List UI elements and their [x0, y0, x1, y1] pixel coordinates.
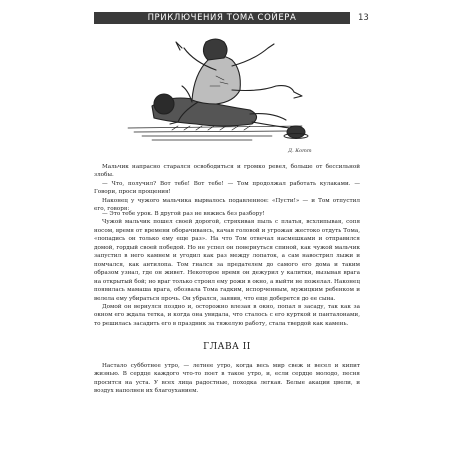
text-block-c [94, 362, 360, 396]
paragraph: Мальчик напрасно старался освободиться и громко ревел, больше от бессильной злобы. [94, 164, 360, 179]
text-block-a [94, 163, 360, 214]
chapter-title: ГЛАВА II [203, 342, 251, 352]
page-number: 13 [358, 13, 369, 23]
paragraph: — Что, получил? Вот тебе! Вот тебе! — Том продолжал работать кулаками. — Говори, проси прощения! [94, 180, 360, 196]
running-title: ПРИКЛЮЧЕНИЯ ТОМА СОЙЕРА [94, 12, 350, 24]
paragraph: Чужой мальчик пошел своей дорогой, стряхивая пыль с платья, всхлипывая, сопя носом, время от времени оборачиваясь, качая головой и угрожая жестоко отдуть Тома, «попадись он только ему еще раз». На что Том отвечал насмешками и отправился домой, гордый своей победой. Но не успел он повернуться спиной, как чужой мальчик запустил в него камнем и угодил как раз между лопаток, а сам навострил лыжи и помчался, как антилопа. Том гнался за предателем до самого его дома и таким образом узнал, где он живет. Некоторое время он дежурил у калитки, вызывая врага на открытый бой; но враг только строил ему рожи в окно, а выйти не пожелал. Наконец появилась мамаша врага, обозвала Тома гадким, испорченным, мужицким ребенком и велела ему убираться прочь. Он убрался, заявив, что еще доберется до ее сына. [94, 219, 360, 302]
fight-illustration [112, 30, 320, 156]
paragraph: Наконец у чужого мальчика вырвалось подавленное: «Пусти!» — и Том отпустил его, говоря: [94, 197, 360, 213]
paragraph: Домой он вернулся поздно и, осторожно влезая в окно, попал в засаду, так как за окном его ждала тетка, и когда она увидала, что сталось с его курткой и панталонами, то решилась засадить его в праздник за тяжелую работу, стала твердой как камень. [94, 303, 360, 327]
ground-shading [128, 126, 302, 140]
text-block-b [94, 210, 360, 328]
paragraph: — Это тебе урок. В другой раз не вяжись без разбору! [102, 211, 265, 217]
paragraph: Настало субботнее утро, — летнее утро, когда весь мир свеж и весел и кипит жизнью. В сердце каждого что-то поет в такое утро, и, если сердце молодо, песня просится на уста. У всех лица радостные, походка легкая. Белые акации цвели, и воздух наполнен их благоуханием. [94, 363, 360, 395]
illustrator-signature: Д. Котт [288, 148, 312, 154]
